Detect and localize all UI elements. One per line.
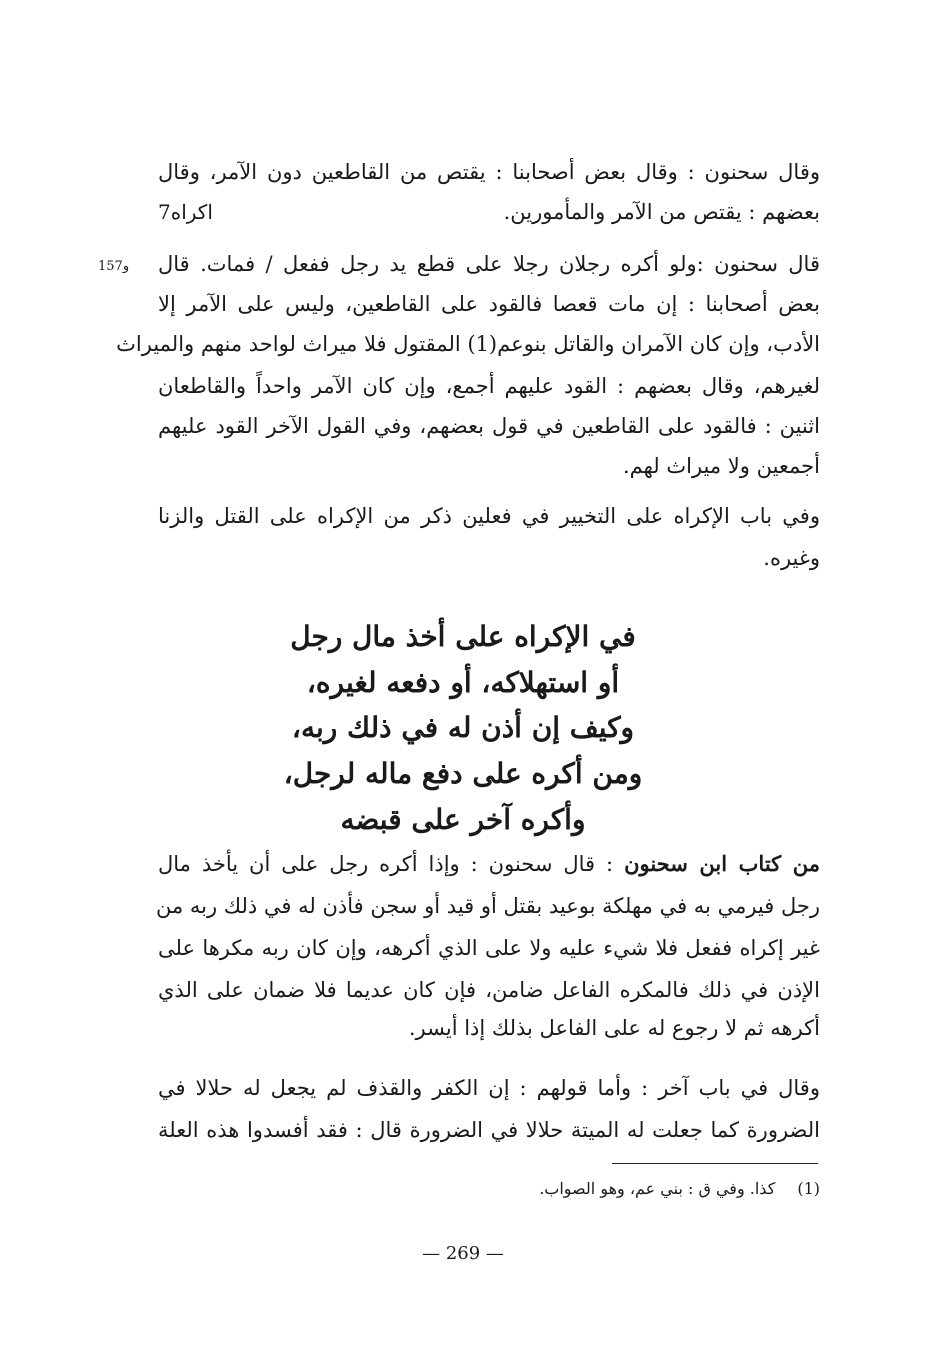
section-heading-line-3: وكيف إن أذن له في ذلك ربه، xyxy=(291,711,635,744)
section-heading-line-4: ومن أكره على دفع ماله لرجل، xyxy=(283,757,643,790)
source-book-title: من كتاب ابن سحنون xyxy=(624,851,820,876)
paragraph-4-line-3: غير إكراه ففعل فلا شيء عليه ولا على الذي أكرهه، وإن كان ربه مكرها على xyxy=(158,936,820,960)
paragraph-4-line-1-text: : قال سحنون : وإذا أكره رجل على أن يأخذ مال xyxy=(158,852,614,876)
paragraph-2-line-4: لغيرهم، وقال بعضهم : القود عليهم أجمع، وإن كان الآمر واحداً والقاطعان xyxy=(158,374,820,398)
footnote xyxy=(539,1176,820,1202)
paragraph-2-line-3: الأدب، وإن كان الآمران والقاتل بنوعم(1) المقتول فلا ميراث لواحد منهم والميراث xyxy=(116,332,820,356)
paragraph-5-line-2: الضرورة كما جعلت له الميتة حلالا في الضرورة قال : فقد أفسدوا هذه العلة xyxy=(158,1118,820,1142)
section-heading-line-5: وأكره آخر على قبضه xyxy=(340,803,586,836)
paragraph-5-line-1: وقال في باب آخر : وأما قولهم : إن الكفر والقذف لم يجعل له حلالا في xyxy=(158,1076,820,1100)
paragraph-2-line-1: قال سحنون :ولو أكره رجلان رجلا على قطع يد رجل ففعل / فمات. قال xyxy=(158,252,820,276)
page-number: — 269 — xyxy=(422,1243,504,1264)
paragraph-2-line-5: اثنين : فالقود على القاطعين في قول بعضهم، وفي القول الآخر القود عليهم xyxy=(158,414,820,438)
paragraph-2-line-2: بعض أصحابنا : إن مات قعصا فالقود على القاطعين، وليس على الآمر إلا xyxy=(158,292,820,316)
paragraph-1-line-1: وقال سحنون : وقال بعض أصحابنا : يقتص من القاطعين دون الآمر، وقال xyxy=(158,160,820,184)
paragraph-4-line-4: الإذن في ذلك فالمكره الفاعل ضامن، فإن كان عديما فلا ضمان على الذي xyxy=(158,978,820,1002)
paragraph-3-line-2: وغيره. xyxy=(763,546,820,570)
paragraph-1-line-2: بعضهم : يقتص من الآمر والمأمورين. xyxy=(503,200,820,224)
manuscript-folio-note: 157و xyxy=(98,259,130,274)
cross-reference-label: اكراه7 xyxy=(158,200,213,224)
section-heading-line-1: في الإكراه على أخذ مال رجل xyxy=(290,620,636,653)
paragraph-4-line-2: رجل فيرمي به في مهلكة بوعيد بقتل أو قيد أو سجن فأذن له في ذلك ربه من xyxy=(155,894,820,918)
paragraph-4-line-1 xyxy=(158,844,820,884)
paragraph-4-line-5: أكرهه ثم لا رجوع له على الفاعل بذلك إذا أيسر. xyxy=(408,1016,820,1040)
paragraph-3-line-1: وفي باب الإكراه على التخيير في فعلين ذكر من الإكراه على القتل والزنا xyxy=(158,504,820,528)
paragraph-2-line-6: أجمعين ولا ميراث لهم. xyxy=(622,454,820,478)
footnote-divider xyxy=(612,1163,818,1164)
section-heading-line-2: أو استهلاكه، أو دفعه لغيره، xyxy=(306,666,620,699)
footnote-text: كذا. وفي ق : بني عم، وهو الصواب. xyxy=(539,1179,776,1198)
footnote-number: (1) xyxy=(797,1179,820,1198)
